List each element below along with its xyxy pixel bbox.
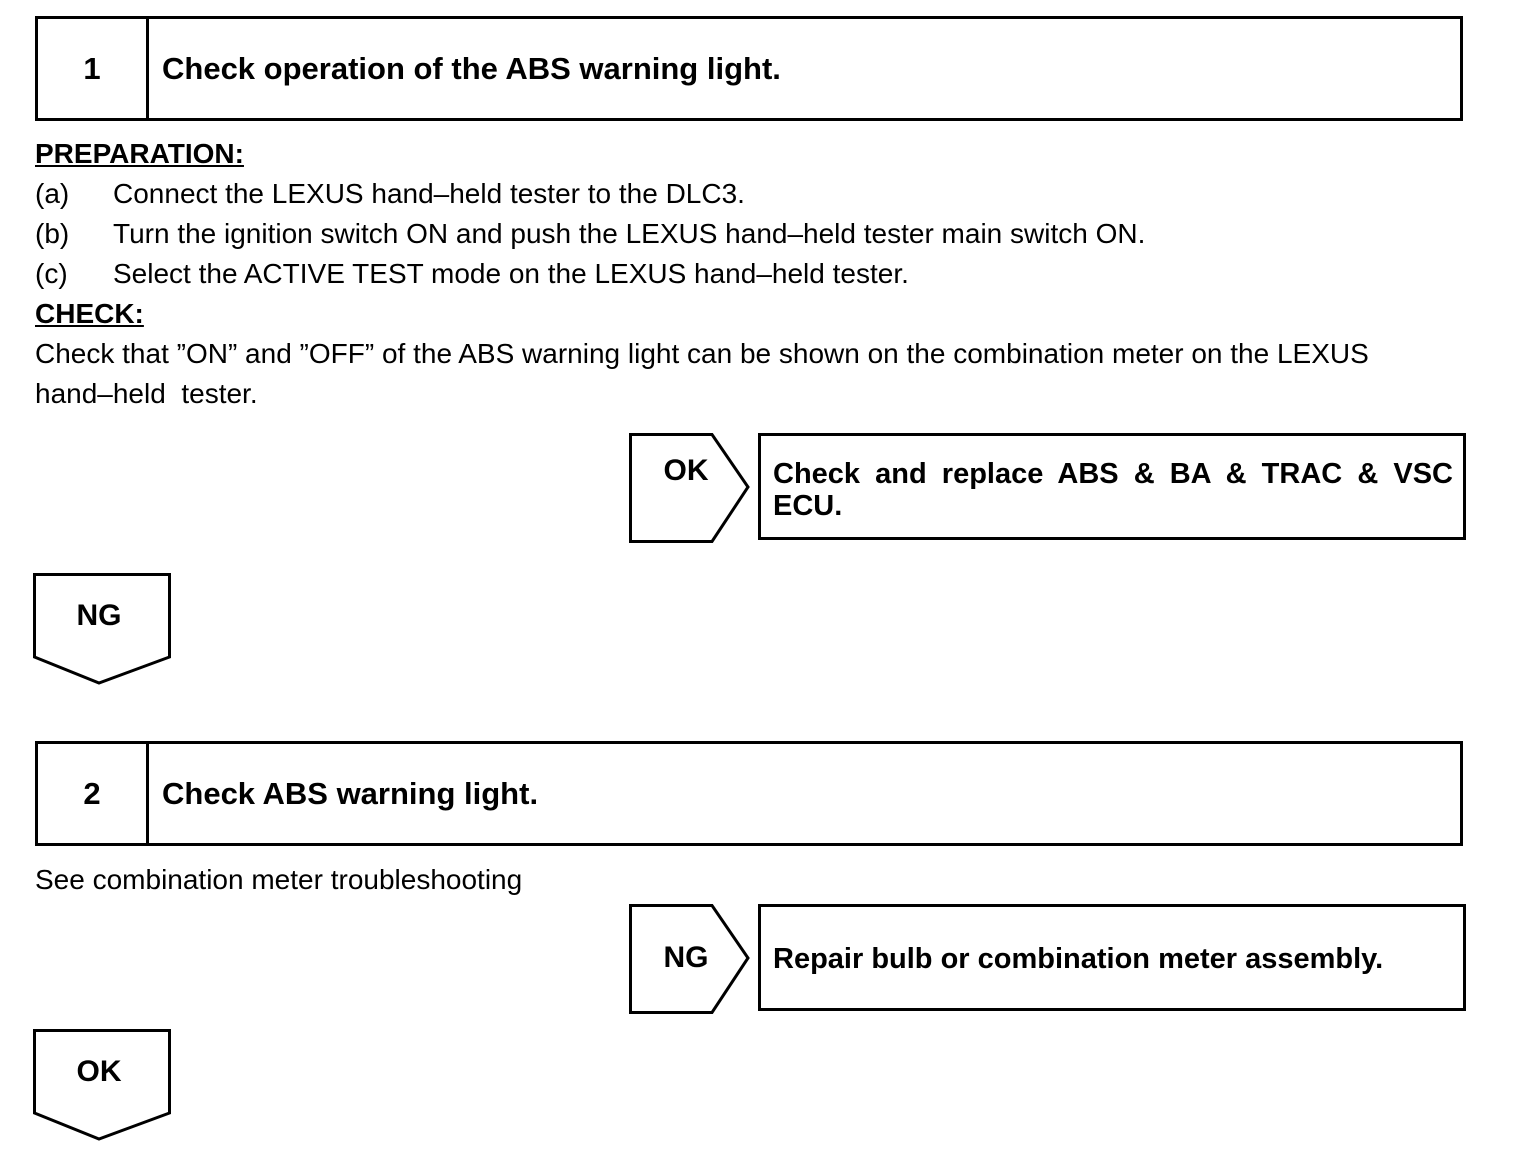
prep-item-text-b: Turn the ignition switch ON and push the LEXUS hand–held tester main switch ON.	[113, 218, 1146, 249]
check-text-line-2: hand–held tester.	[35, 378, 258, 409]
result-text: Check and replace ABS & BA & TRAC & VSC ECU.	[773, 458, 1453, 522]
ok-arrow-tag-shape	[629, 433, 751, 543]
result-text: Repair bulb or combination meter assembly.	[773, 943, 1384, 975]
result-box-repair-bulb	[758, 904, 1466, 1011]
preparation-heading: PREPARATION:	[35, 138, 244, 169]
step-2-note: See combination meter troubleshooting	[35, 864, 523, 895]
prep-item-text-a: Connect the LEXUS hand–held tester to the DLC3.	[113, 178, 745, 209]
step-1-header	[35, 16, 1463, 121]
step-title: Check ABS warning light.	[162, 775, 539, 811]
step-2-header	[35, 741, 1463, 846]
check-text-line-1: Check that ”ON” and ”OFF” of the ABS warning light can be shown on the combination meter on the LEXUS	[35, 338, 1369, 369]
check-heading: CHECK:	[35, 298, 144, 329]
ng-flow-label: NG	[76, 599, 122, 632]
ng-tag-label: NG	[663, 941, 709, 974]
ok-flow-label: OK	[76, 1055, 122, 1088]
ok-tag-label: OK	[663, 454, 709, 487]
step-number: 1	[38, 19, 149, 118]
step-number: 2	[38, 744, 149, 843]
step-title: Check operation of the ABS warning light.	[162, 50, 781, 86]
prep-item-label-b: (b)	[35, 218, 70, 249]
prep-item-label-c: (c)	[35, 258, 68, 289]
prep-item-text-c: Select the ACTIVE TEST mode on the LEXUS hand–held tester.	[113, 258, 909, 289]
prep-item-label-a: (a)	[35, 178, 70, 209]
result-box-replace-ecu	[758, 433, 1466, 540]
